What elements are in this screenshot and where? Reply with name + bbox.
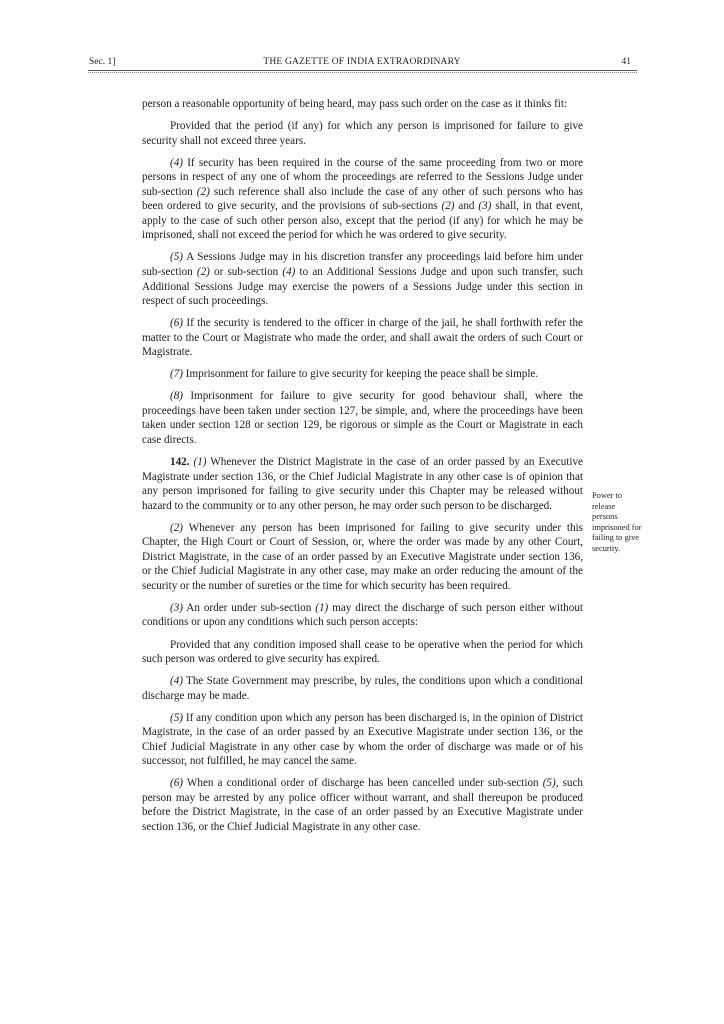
header-section: Sec. 1] — [89, 57, 116, 67]
proviso-2: Provided that any condition imposed shall cease to be operative when the period for which such person was ordered to give security has expired. — [142, 638, 583, 666]
paragraph-continued: person a reasonable opportunity of being heard, may pass such order on the case as it thinks fit: — [142, 98, 568, 110]
header-title: THE GAZETTE OF INDIA EXTRAORDINARY — [263, 57, 461, 67]
section-number: 142. — [170, 455, 190, 468]
subsection-5: (5) A Sessions Judge may in his discretion transfer any proceedings laid before him under sub-section (2) or sub-section (4) to an Additional Sessions Judge and upon such transfer, such Additional Sessions Judge may exercise the powers of a Sessions Judge under this section in respect of such proceedings. — [142, 251, 583, 308]
subsection-8: (8) Imprisonment for failure to give security for good behaviour shall, where the proceedings have been taken under section 127, be simple, and, where the proceedings have been taken under section 128 or section 129, be rigorous or simple as the Court or Magistrate in each case directs. — [142, 390, 583, 446]
subsection-7: (7) Imprisonment for failure to give security for keeping the peace shall be simple. — [170, 368, 539, 381]
subsection-6: (6) If the security is tendered to the officer in charge of the jail, he shall forthwith refer the matter to the Court or Magistrate who made the order, and shall await the orders of such Court or Magistrate. — [142, 317, 583, 359]
header-rule — [88, 70, 637, 71]
section-142-1: 142. (1) Whenever the District Magistrate in the case of an order passed by an Executive Magistrate under section 136, or the Chief Judicial Magistrate in any other case is of opinion that any person imprisoned for failing to give security under this Chapter may be released without hazard to the community or to any other person, he may order such person to be discharged. — [142, 455, 583, 512]
section-142-3: (3) An order under sub-section (1) may direct the discharge of such person either without conditions or upon any conditions which such person accepts: — [142, 601, 583, 629]
document-body — [142, 97, 583, 842]
running-header — [0, 57, 724, 71]
section-142-5: (5) If any condition upon which any person has been discharged is, in the opinion of District Magistrate, in the case of an order passed by an Executive Magistrate under section 136, or the Chief Judicial Magistrate in any other case by whom the order of discharge was made or of his successor, not fulfilled, he may cancel the same. — [142, 711, 583, 768]
marginal-note: Power to release persons imprisoned for failing to give security. — [592, 491, 642, 553]
page-number: 41 — [621, 57, 631, 67]
header-rule-dotted — [88, 72, 637, 73]
subsection-4: (4) If security has been required in the course of the same proceeding from two or more persons in respect of any one of whom the proceedings are referred to the Sessions Judge under sub-section (2) such reference shall also include the case of any other of such persons who has been ordered to give security, and the provisions of sub-sections (2) and (3) shall, in that event, apply to the case of such other person also, except that the period (if any) for which he may be imprisoned, shall not exceed the period for which he was ordered to give security. — [142, 156, 584, 242]
section-142-6: (6) When a conditional order of discharge has been cancelled under sub-section (5), such person may be arrested by any police officer without warrant, and shall thereupon be produced before the District Magistrate, in the case of an order passed by an Executive Magistrate under section 136, or the Chief Judicial Magistrate in any other case. — [142, 777, 584, 834]
section-142-4: (4) The State Government may prescribe, by rules, the conditions upon which a conditional discharge may be made. — [142, 675, 583, 702]
section-142-2: (2) Whenever any person has been imprisoned for failing to give security under this Chapter, the High Court or Court of Session, or, where the order was made by any other Court, District Magistrate, in the case of an order passed by an Executive Magistrate under section 136, or the Chief Judicial Magistrate in any other case, may make an order reducing the amount of the security or the number of sureties or the time for which security has been required. — [142, 521, 583, 592]
proviso: Provided that the period (if any) for which any person is imprisoned for failure to give security shall not exceed three years. — [142, 120, 583, 147]
